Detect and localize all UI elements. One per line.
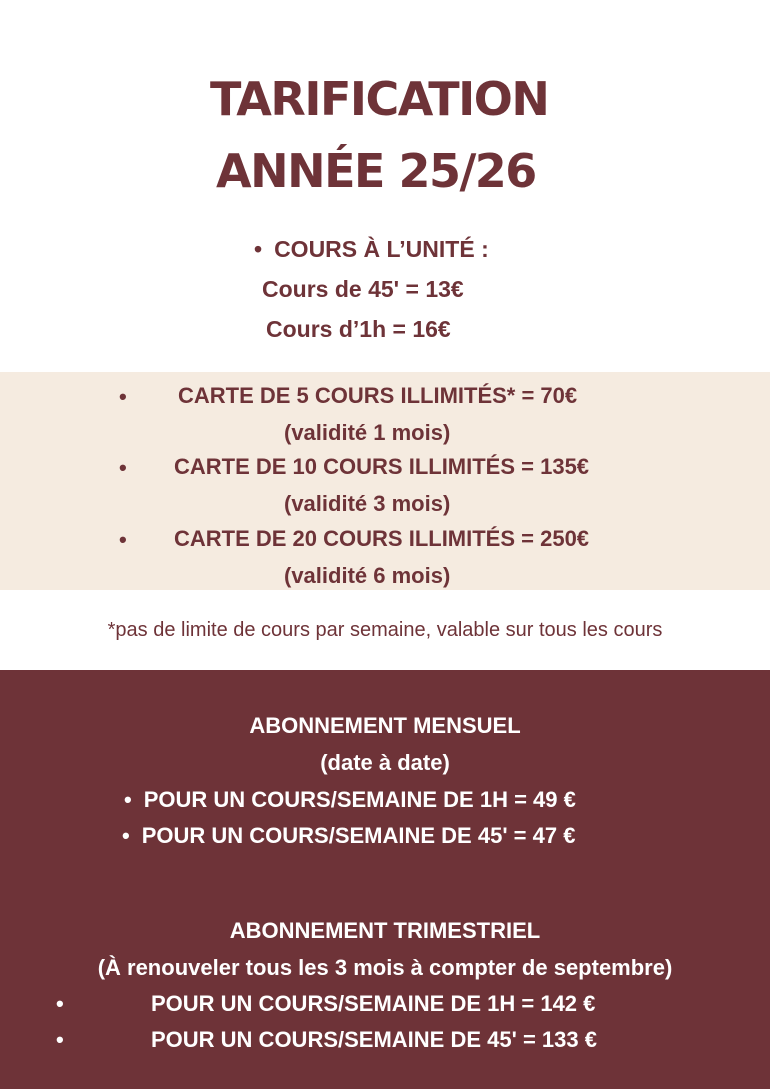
- unit-price-1h: Cours d’1h = 16€: [266, 316, 451, 342]
- card-10-label: CARTE DE 10 COURS ILLIMITÉS = 135€: [174, 454, 590, 479]
- bullet-icon: •: [119, 455, 127, 480]
- card-10-validity: (validité 3 mois): [284, 491, 451, 516]
- quarterly-item-1h: POUR UN COURS/SEMAINE DE 1H = 142 €: [151, 991, 596, 1016]
- monthly-item-45: [122, 823, 575, 849]
- quarterly-heading: ABONNEMENT TRIMESTRIEL: [229, 918, 541, 943]
- bullet-icon: •: [122, 823, 130, 848]
- bullet-icon: •: [119, 527, 127, 552]
- card-20-validity: (validité 6 mois): [284, 563, 451, 588]
- card-5-label: CARTE DE 5 COURS ILLIMITÉS* = 70€: [178, 383, 578, 408]
- bullet-icon: •: [254, 236, 263, 262]
- footnote: *pas de limite de cours par semaine, valable sur tous les cours: [107, 619, 663, 641]
- unit-price-45: Cours de 45' = 13€: [262, 276, 464, 302]
- quarterly-item-45: POUR UN COURS/SEMAINE DE 45' = 133 €: [151, 1027, 597, 1052]
- monthly-subheading: (date à date): [320, 750, 450, 775]
- bullet-icon: •: [56, 991, 64, 1016]
- bullet-icon: •: [56, 1027, 64, 1052]
- page-title-line-1: TARIFICATION: [210, 72, 549, 126]
- bullet-icon: •: [119, 384, 127, 409]
- unit-courses-heading-label: COURS À L’UNITÉ :: [274, 236, 489, 262]
- card-5-validity: (validité 1 mois): [284, 420, 451, 445]
- quarterly-subheading: (À renouveler tous les 3 mois à compter de septembre): [97, 955, 673, 980]
- page-title-line-2: ANNÉE 25/26: [216, 144, 536, 198]
- card-20-label: CARTE DE 20 COURS ILLIMITÉS = 250€: [174, 526, 590, 551]
- monthly-item-1h: [124, 787, 576, 813]
- monthly-heading: ABONNEMENT MENSUEL: [249, 713, 521, 738]
- monthly-item-45-label: POUR UN COURS/SEMAINE DE 45' = 47 €: [141, 823, 576, 848]
- unit-courses-heading: [254, 236, 489, 263]
- monthly-item-1h-label: POUR UN COURS/SEMAINE DE 1H = 49 €: [143, 787, 576, 812]
- bullet-icon: •: [124, 787, 132, 812]
